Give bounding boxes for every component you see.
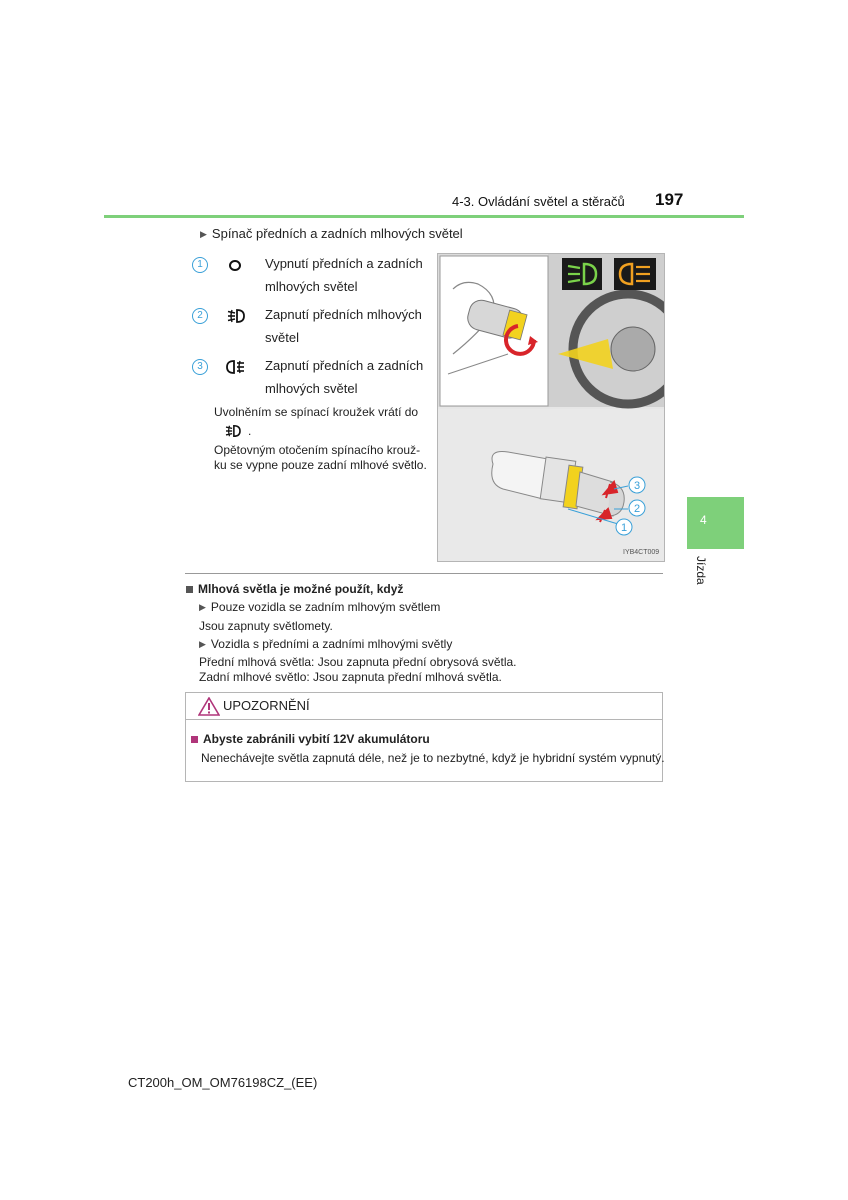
bullet-triangle-icon: ▶ xyxy=(199,639,206,649)
bullet-triangle-icon: ▶ xyxy=(199,602,206,612)
item-3-line1: Zapnutí předních a zadních xyxy=(265,358,424,373)
release-note-line1: Uvolněním se spínací kroužek vrátí do xyxy=(214,405,419,419)
item-1-line1: Vypnutí předních a zadních xyxy=(265,256,423,271)
item-number-3: 3 xyxy=(192,359,208,375)
square-bullet-icon xyxy=(191,736,198,743)
chapter-tab xyxy=(687,497,744,549)
warning-triangle-icon xyxy=(198,697,220,716)
callout-1: 1 xyxy=(620,522,628,534)
callout-3: 3 xyxy=(633,480,641,492)
chapter-label: Jízda xyxy=(694,556,708,585)
release-note-line3: ku se vypne pouze zadní mlhové světlo. xyxy=(214,458,427,472)
illustration-code: IYB4CT009 xyxy=(623,549,660,556)
document-code-footer: CT200h_OM_OM76198CZ_(EE) xyxy=(128,1075,318,1090)
bullet-triangle-icon: ▶ xyxy=(200,229,207,239)
square-bullet-icon xyxy=(186,586,193,593)
fog-text-2: Přední mlhová světla: Jsou zapnuta přední obrysová světla. xyxy=(199,655,517,669)
header-rule xyxy=(104,215,744,218)
item-number-2: 2 xyxy=(192,308,208,324)
intro-bullet xyxy=(200,226,463,241)
caution-box xyxy=(185,692,663,782)
fog-text-1: Jsou zapnuty světlomety. xyxy=(199,619,333,633)
rear-fog-icon xyxy=(226,359,246,375)
caution-header-divider xyxy=(186,719,662,720)
page-number: 197 xyxy=(655,190,684,209)
item-1-line2: mlhových světel xyxy=(265,279,358,294)
fog-section-heading: Mlhová světla je možné použít, když xyxy=(186,582,403,596)
fog-text-3: Zadní mlhové světlo: Jsou zapnuta přední mlhová světla. xyxy=(199,670,502,684)
front-fog-icon-inline xyxy=(224,424,242,438)
section-title: 4-3. Ovládání světel a stěračů xyxy=(452,194,625,209)
fog-bullet-2: ▶ Vozidla s předními a zadními mlhovými světly xyxy=(199,637,453,651)
caution-title: UPOZORNĚNÍ xyxy=(223,698,310,713)
item-number-1: 1 xyxy=(192,257,208,273)
item-3-line2: mlhových světel xyxy=(265,381,358,396)
fog-off-icon xyxy=(229,260,241,271)
item-2-line1: Zapnutí předních mlhových xyxy=(265,307,422,322)
caution-text: Nenechávejte světla zapnutá déle, než je to nezbytné, když je hybridní systém vypnutý. xyxy=(201,751,665,765)
fog-switch-illustration xyxy=(437,253,665,562)
release-note-line2: Opětovným otočením spínacího krouž- xyxy=(214,443,421,457)
caution-heading: Abyste zabránili vybití 12V akumulátoru xyxy=(191,732,430,746)
intro-bullet-text: Spínač předních a zadních mlhových světel xyxy=(211,226,463,241)
chapter-number: 4 xyxy=(700,513,707,527)
callout-2: 2 xyxy=(633,503,641,515)
release-note-suffix: . xyxy=(248,424,252,438)
item-2-line2: světel xyxy=(265,330,299,345)
front-fog-icon xyxy=(226,308,246,324)
fog-bullet-1: ▶ Pouze vozidla se zadním mlhovým světlem xyxy=(199,600,441,614)
section-divider xyxy=(185,573,663,574)
